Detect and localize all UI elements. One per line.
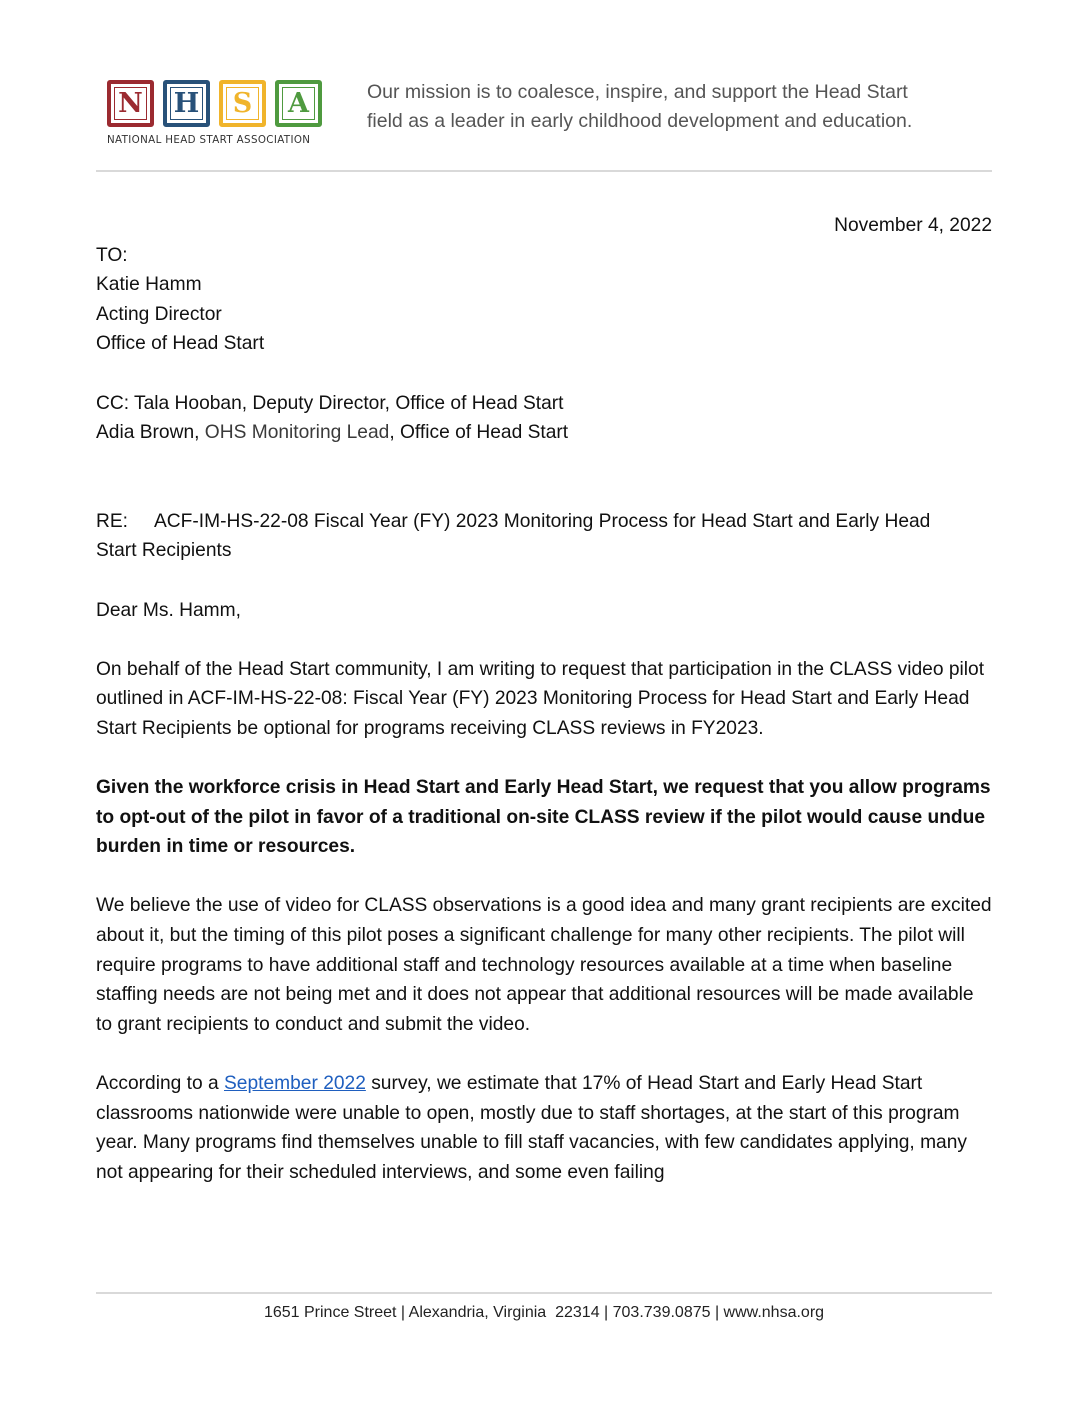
logo-block-h [163, 80, 210, 127]
logo-letter-h: H [173, 88, 200, 119]
logo-caption: NATIONAL HEAD START ASSOCIATION [107, 134, 311, 146]
footer-address: 1651 Prince Street | Alexandria, Virginia 22314 | 703.739.0875 | www.nhsa.org [263, 1304, 825, 1321]
recipient-title: Acting Director [96, 303, 222, 325]
cc-role: OHS Monitoring Lead [204, 422, 390, 444]
salutation: Dear Ms. Hamm, [96, 599, 241, 621]
logo-letter-s: S [232, 88, 253, 119]
logo-block-n [107, 80, 154, 127]
cc-block [96, 389, 992, 448]
recipient-name: Katie Hamm [96, 274, 202, 296]
subject-line-1 [96, 507, 992, 537]
subject-line-2: Start Recipients [96, 540, 232, 562]
nhsa-logo [107, 80, 353, 155]
re-label: RE: [96, 510, 128, 532]
mission-statement [367, 78, 987, 136]
paragraph-video-pilot: We believe the use of video for CLASS observations is a good idea and many grant recipients are excited about it, but the timing of this pilot poses a significant challenge for many other recipients. The pilot will require programs to have additional staff and technology resources available at a time when baseline staffing needs are not being met and it does not appear that additional resources will be made available to grant recipients to conduct and submit the video. [96, 895, 992, 1035]
recipient-office: Office of Head Start [96, 333, 265, 355]
cc-office: , Office of Head Start [389, 422, 569, 444]
cc-name: Adia Brown, [96, 422, 205, 444]
logo-blocks [107, 80, 353, 127]
logo-letter-a: A [288, 88, 309, 119]
logo-block-a [275, 80, 322, 127]
recipient-block [96, 241, 992, 359]
subject-block [96, 507, 992, 566]
to-label: TO: [96, 244, 128, 266]
paragraph-request: On behalf of the Head Start community, I am writing to request that participation in the CLASS video pilot outlined in ACF-IM-HS-22-08: Fiscal Year (FY) 2023 Monitoring Process for Head Start and Early Head Start Recipients be optional for programs receiving CLASS reviews in FY2023. [96, 658, 985, 739]
paragraph-survey [96, 1069, 992, 1187]
header-divider [96, 170, 992, 172]
logo-letter-n: N [118, 88, 143, 119]
subject-text: ACF-IM-HS-22-08 Fiscal Year (FY) 2023 Monitoring Process for Head Start and Early Head [154, 510, 931, 532]
survey-text-before: According to a [96, 1073, 224, 1095]
paragraph-bold-request: Given the workforce crisis in Head Start and Early Head Start, we request that you allow programs to opt-out of the pilot in favor of a traditional on-site CLASS review if the pilot would cause undue burden in time or resources. [96, 777, 991, 858]
survey-text-after: survey, we estimate that 17% of Head Start and Early Head Start classrooms nationwide were unable to open, mostly due to staff shortages, at the start of this program year. Many programs find themselves unable to fill staff vacancies, with few candidates applying, many not appearing for their scheduled interviews, and some even failing [96, 1073, 967, 1183]
september-2022-survey-link[interactable]: September 2022 [224, 1073, 366, 1095]
logo-block-s [219, 80, 266, 127]
cc-line-2 [96, 418, 992, 448]
footer-divider [96, 1292, 992, 1294]
letter-body [96, 211, 992, 1187]
letter-date: November 4, 2022 [834, 215, 992, 236]
cc-line-1: CC: Tala Hooban, Deputy Director, Office of Head Start [96, 392, 564, 414]
mission-line-1: Our mission is to coalesce, inspire, and support the Head Start [367, 81, 908, 103]
letterhead [107, 80, 992, 160]
mission-line-2: field as a leader in early childhood development and education. [367, 110, 913, 132]
